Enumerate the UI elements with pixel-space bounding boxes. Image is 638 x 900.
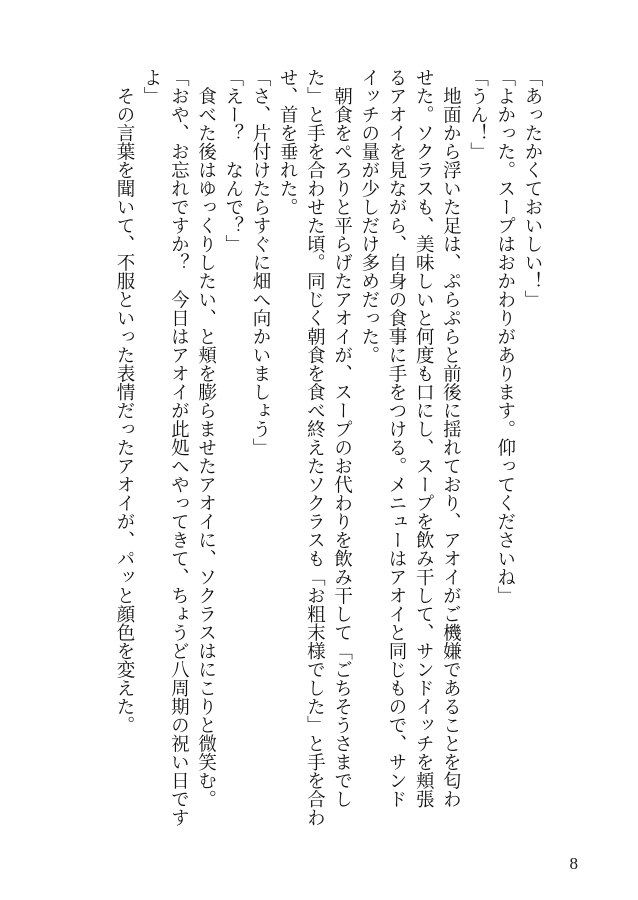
text-line: 「よかった。スープはおかわりがあります。仰ってくださいね」	[494, 68, 516, 605]
text-line: せ、首を垂れた。	[277, 68, 299, 216]
text-line: 地面から浮いた足は、ぷらぷらと前後に揺れており、アオイがご機嫌であることを匂わ	[440, 68, 462, 808]
text-line: 「さ、片付けたらすぐに畑へ向かいましょう」	[249, 68, 271, 457]
text-line: 食べた後はゆっくりしたい、と頬を膨らませたアオイに、ソクラスはにこりと微笑む。	[195, 68, 217, 808]
text-line: せた。ソクラスも、美味しいと何度も口にし、スープを飲み干して、サンドイッチを頬張	[413, 68, 435, 808]
text-line: よ」	[141, 68, 163, 105]
text-line: その言葉を聞いて、不服といった表情だったアオイが、パッと顔色を変えた。	[113, 68, 135, 734]
text-line: 朝食をぺろりと平らげたアオイが、スープのお代わりを飲み干して「ごちそうさまでし	[331, 68, 353, 808]
page-number: 8	[569, 854, 578, 873]
text-line: 「えー？ なんで？」	[222, 68, 244, 253]
vertical-text-body	[111, 68, 546, 827]
text-line: るアオイを見ながら、自身の食事に手をつける。メニューはアオイと同じもので、サンド	[385, 68, 407, 808]
text-line: イッチの量が少しだけ多めだった。	[358, 68, 380, 364]
text-line: 「あったかくておいしい！」	[522, 68, 543, 309]
text-line: た」と手を合わせた頃。同じく朝食を食べ終えたソクラスも「お粗末様でした」と手を合わ	[304, 68, 326, 827]
text-line: 「うん！」	[467, 68, 489, 161]
text-line: 「おや、お忘れですか？ 今日はアオイが此処へやってきて、ちょうど八周期の祝い日です	[168, 68, 190, 827]
